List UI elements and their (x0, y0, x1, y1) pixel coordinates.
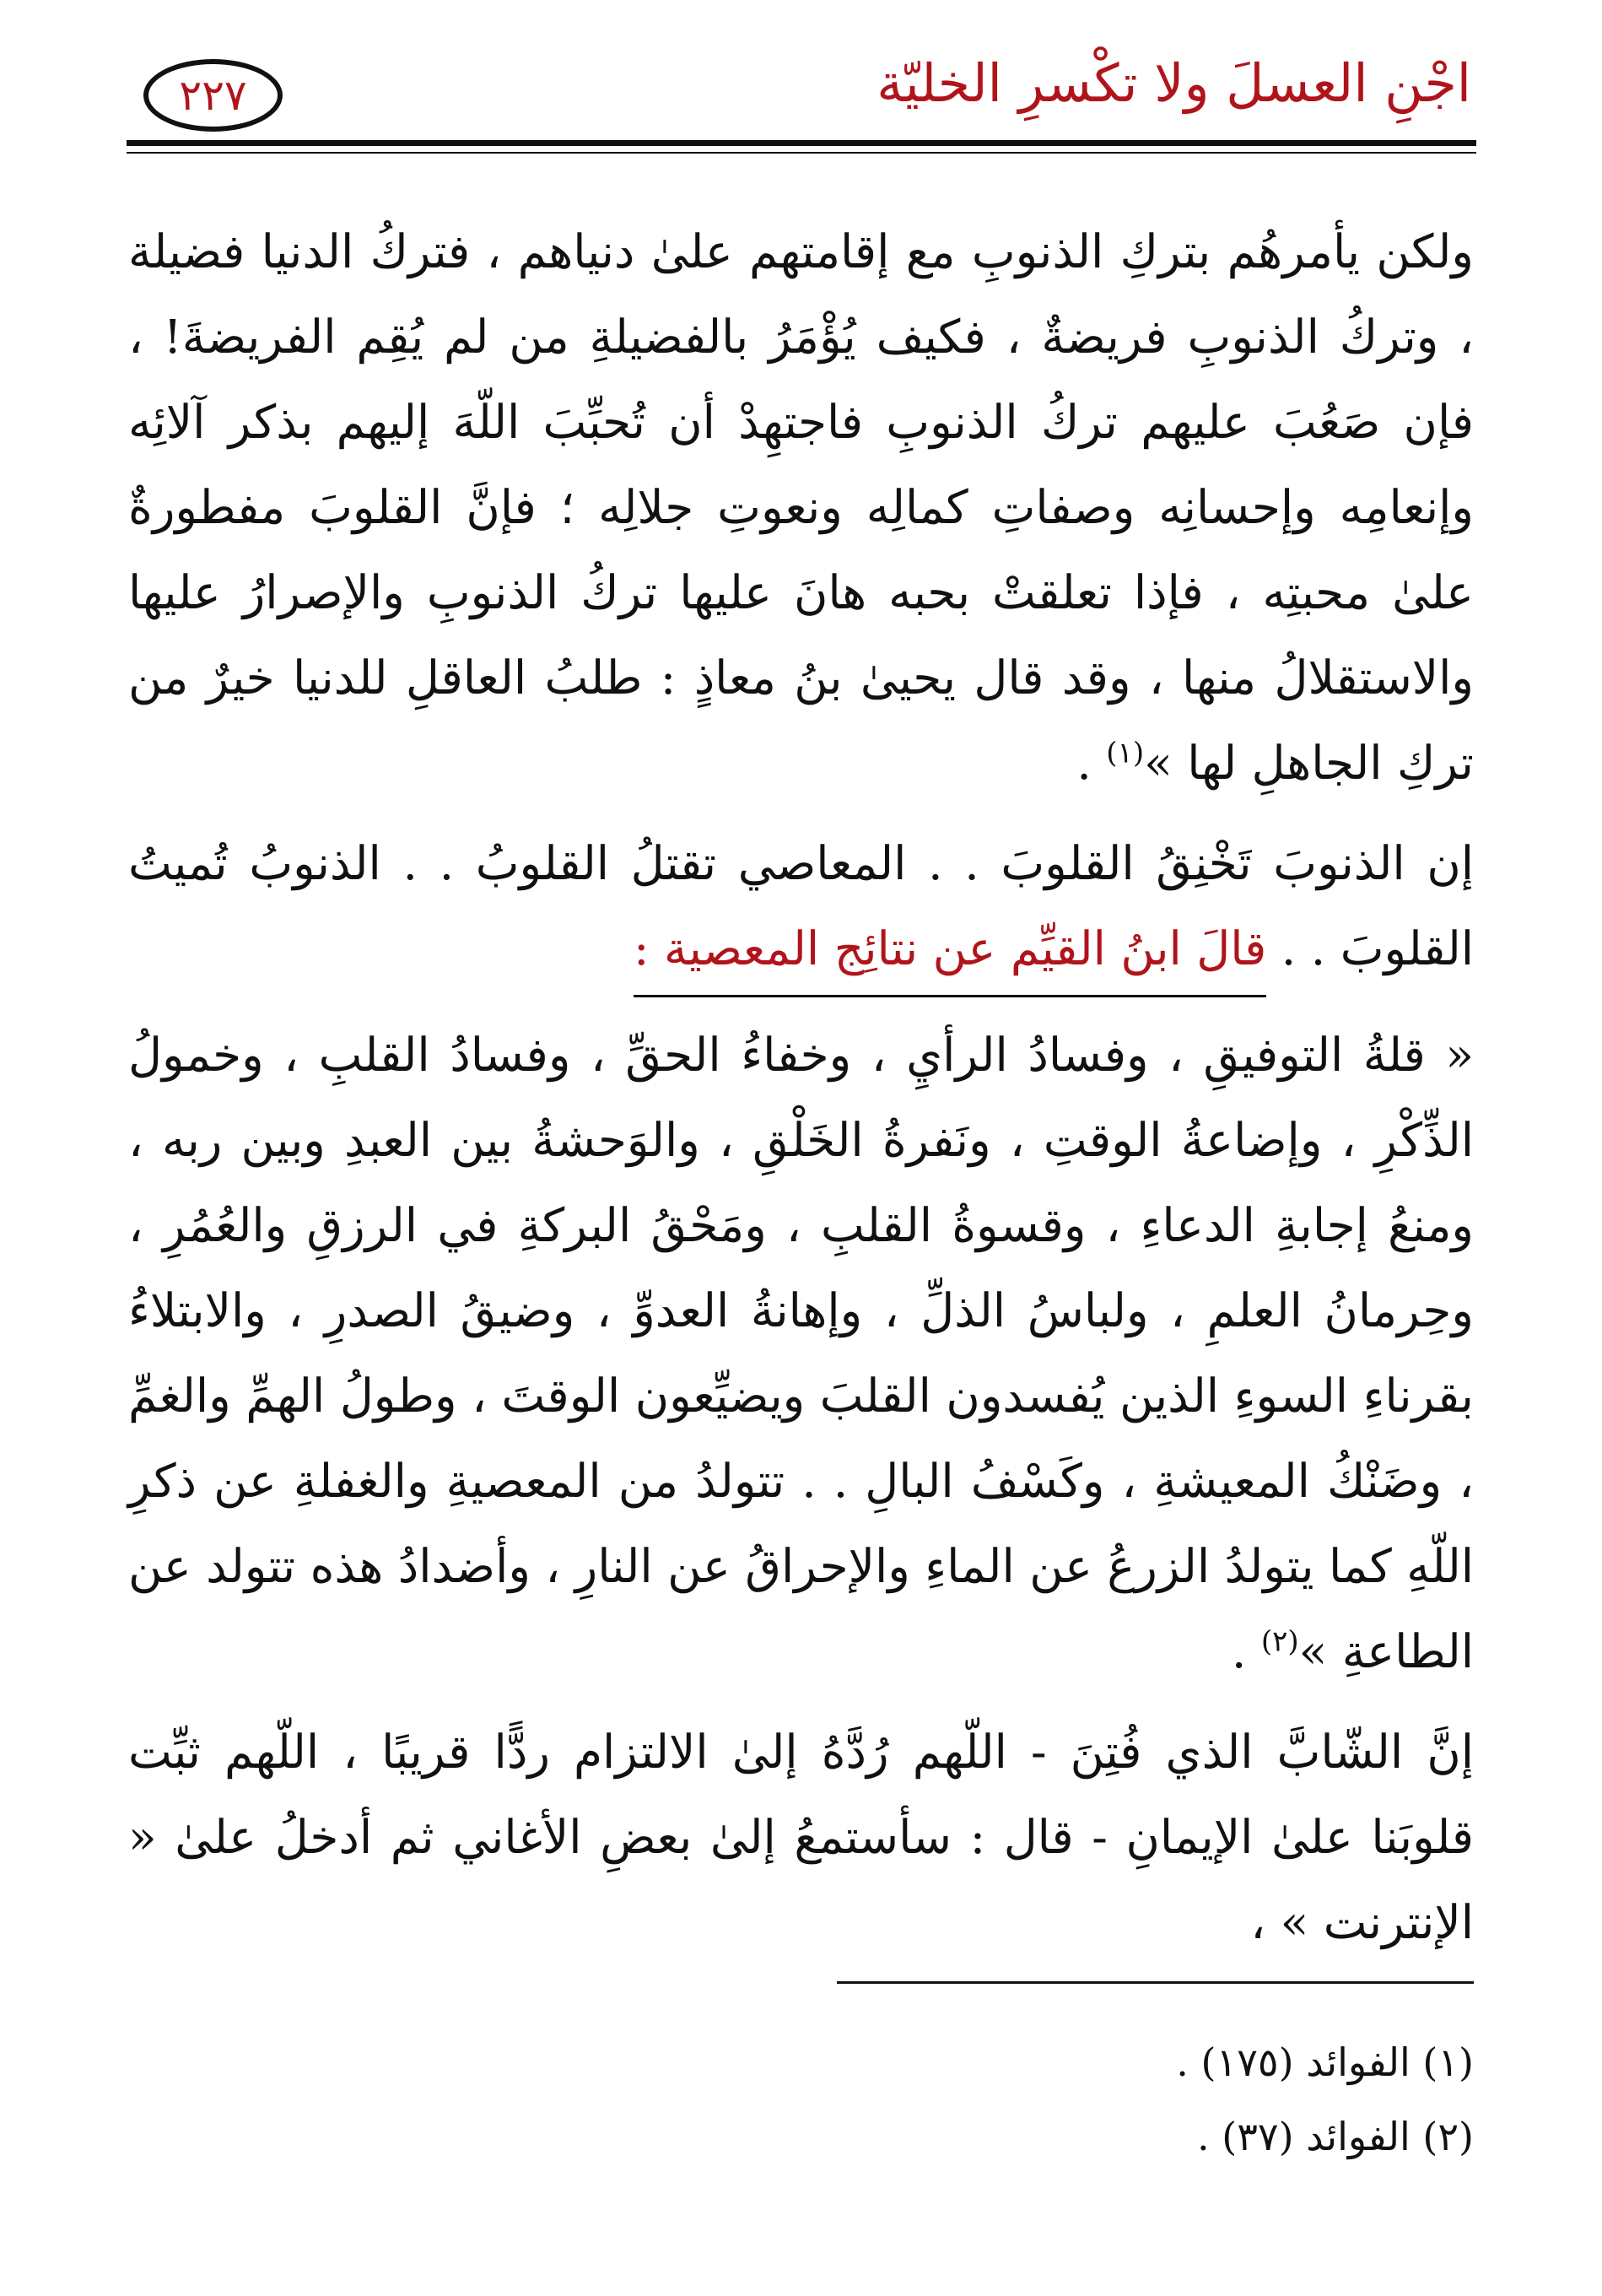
paragraph-4 (128, 1710, 1474, 1965)
paragraph-2 (128, 821, 1474, 997)
footnote-1: (١) الفوائد (١٧٥) . (1176, 2039, 1474, 2085)
footnote-ref-1: (١) (1106, 736, 1145, 770)
page-number: ٢٢٧ (179, 71, 247, 120)
paragraph-3 (128, 1013, 1474, 1694)
paragraph-3-text: « قلةُ التوفيقِ ، وفسادُ الرأيِ ، وخفاءُ الحقِّ ، وفسادُ القلبِ ، وخمولُ الذِّكْرِ ، وإضاعةُ الوقتِ ، ونَفرةُ الخَلْقِ ، والوَحشةُ بين العبدِ وبين ربه ، ومنعُ إجابةِ الدعاءِ ، وقسوةُ القلبِ ، ومَحْقُ البركةِ في الرزقِ والعُمُرِ ، وحِرمانُ العلمِ ، ولباسُ الذلِّ ، وإهانةُ العدوِّ ، وضيقُ الصدرِ ، والابتلاءُ بقرناءِ السوءِ الذين يُفسدون القلبَ ويضيِّعون الوقتَ ، وطولُ الهمِّ والغمِّ ، وضَنْكُ المعيشةِ ، وكَسْفُ البالِ . . تتولدُ من المعصيةِ والغفلةِ عن ذكرِ اللّهِ كما يتولدُ الزرعُ عن الماءِ والإحراقُ عن النارِ ، وأضدادُ هذه تتولد عن الطاعةِ » (128, 1028, 1474, 1678)
paragraph-1 (128, 209, 1474, 806)
footnote-ref-2: (٢) (1260, 1624, 1299, 1659)
running-title: اجْنِ العسلَ ولا تكْسرِ الخليّة (877, 52, 1471, 114)
page-number-badge (143, 59, 283, 132)
paragraph-4-text: إنَّ الشّابَّ الذي فُتِنَ - اللّهم رُدَّهُ إلىٰ الالتزام ردًّا قريبًا ، اللّهم ثبِّت قلوبَنا علىٰ الإيمانِ - قال : سأستمعُ إلىٰ بعضِ الأغاني ثم أدخلُ علىٰ « الإنترنت » ، (128, 1725, 1474, 1949)
end-mark: . (1231, 1624, 1247, 1678)
header-rule (127, 140, 1476, 146)
paragraph-1-text: ولكن يأمرهُم بتركِ الذنوبِ مع إقامتهم علىٰ دنياهم ، فتركُ الدنيا فضيلة ، وتركُ الذنوبِ فريضةٌ ، فكيف يُؤْمَرُ بالفضيلةِ من لم يُقِم الفريضةَ! ، فإن صَعُبَ عليهم تركُ الذنوبِ فاجتهِدْ أن تُحبِّبَ اللّهَ إليهم بذكر آلائِه وإنعامِه وإحسانِه وصفاتِ كمالِه ونعوتِ جلالِه ؛ فإنَّ القلوبَ مفطورةٌ علىٰ محبتِه ، فإذا تعلقتْ بحبه هانَ عليها تركُ الذنوبِ والإصرارُ عليها والاستقلالُ منها ، وقد قال يحيىٰ بنُ معاذٍ : طلبُ العاقلِ للدنيا خيرٌ من تركِ الجاهلِ لها » (128, 224, 1474, 790)
header-rule-thin (127, 152, 1476, 154)
footnotes (128, 2025, 1474, 2174)
section-heading: قالَ ابنُ القيِّم عن نتائِج المعصية : (634, 906, 1266, 997)
main-text (128, 209, 1474, 1965)
footnote-2: (٢) الفوائد (٣٧) . (1197, 2114, 1474, 2159)
end-mark: . (1076, 736, 1092, 790)
paragraph-2-text: إن الذنوبَ تَخْنِقُ القلوبَ . . المعاصي تقتلُ القلوبُ . . الذنوبُ تُميتُ القلوبَ . . (128, 836, 1474, 975)
footnote-separator (837, 1981, 1474, 1984)
